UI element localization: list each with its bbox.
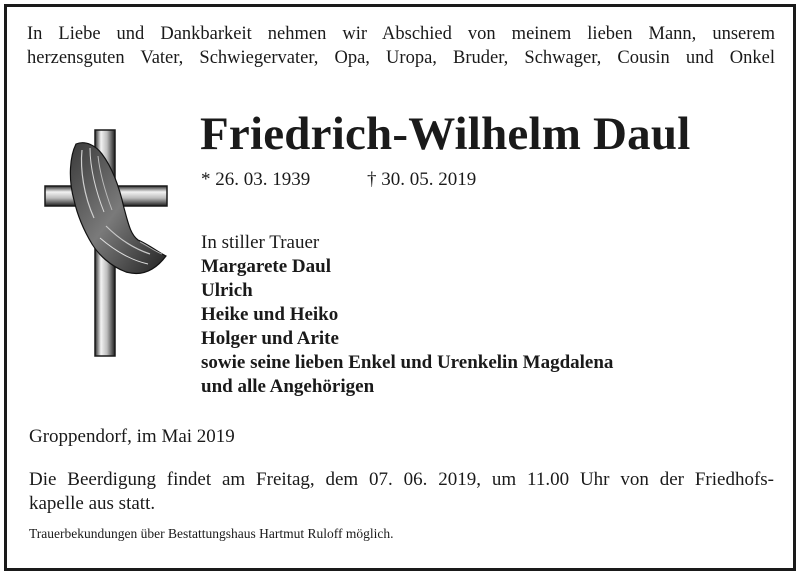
mourner-name: Holger und Arite: [201, 328, 339, 349]
mourner-name: Ulrich: [201, 280, 253, 301]
intro-line-1: In Liebe und Dankbarkeit nehmen wir Abschied von meinem lieben Mann, unserem: [27, 24, 775, 44]
intro-line-2: herzensguten Vater, Schwiegervater, Opa, Uropa, Bruder, Schwager, Cousin und Onkel: [27, 48, 775, 68]
mourner-name: sowie seine lieben Enkel und Urenkelin Magdalena: [201, 352, 614, 373]
life-dates: [201, 168, 476, 192]
deceased-name: Friedrich-Wilhelm Daul: [200, 108, 691, 160]
funeral-line-2: kapelle aus statt.: [29, 493, 156, 514]
intro-text: [27, 22, 775, 70]
mourner-name: und alle Angehörigen: [201, 376, 375, 397]
death-date: † 30. 05. 2019: [367, 169, 477, 190]
funeral-line-1: Die Beerdigung findet am Freitag, dem 07. 06. 2019, um 11.00 Uhr von der Friedhofs-: [29, 469, 774, 490]
birth-date: * 26. 03. 1939: [201, 169, 311, 190]
mourners-lead: In stiller Trauer: [201, 232, 320, 253]
condolence-note: Trauerbekundungen über Bestattungshaus Hartmut Ruloff möglich.: [29, 526, 394, 541]
mourners-block: [201, 231, 613, 399]
place-and-date: Groppendorf, im Mai 2019: [29, 426, 235, 447]
mourner-name: Heike und Heiko: [201, 304, 339, 325]
mourner-name: Margarete Daul: [201, 256, 331, 277]
cross-with-praying-hands-icon: [40, 126, 172, 358]
funeral-info: [29, 468, 774, 516]
